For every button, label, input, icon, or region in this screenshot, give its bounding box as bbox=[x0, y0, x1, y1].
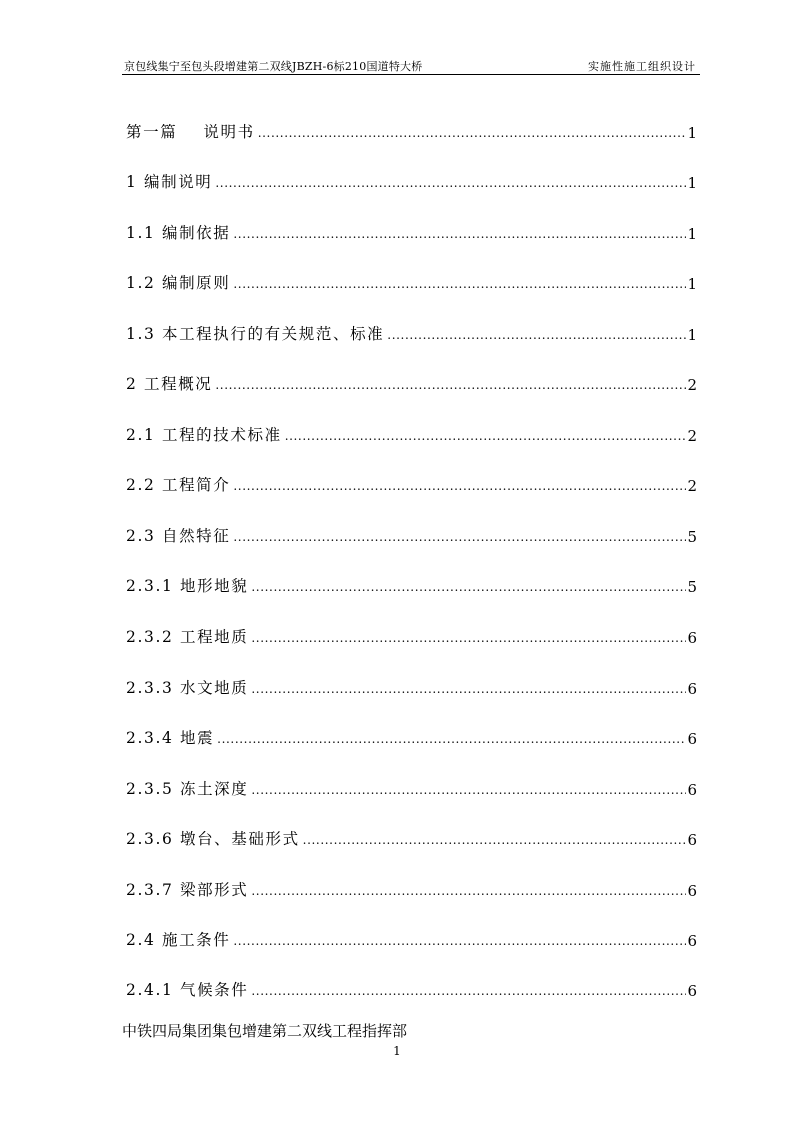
toc-leader-dots bbox=[303, 833, 687, 847]
toc-entry-page: 2 bbox=[687, 477, 697, 495]
toc-entry[interactable] bbox=[126, 320, 697, 344]
toc-entry-label: 2.3.4 地震 bbox=[126, 729, 215, 747]
toc-entry-page: 6 bbox=[687, 730, 697, 748]
toc-entry-label: 2.3.3 水文地质 bbox=[126, 679, 249, 697]
header-project-title: 京包线集宁至包头段增建第二双线JBZH-6标210国道特大桥 bbox=[124, 60, 423, 73]
toc-entry-label: 1.1 编制依据 bbox=[126, 224, 231, 242]
toc-entry[interactable] bbox=[126, 471, 697, 495]
toc-leader-dots bbox=[387, 328, 686, 342]
toc-entry-label: 1 编制说明 bbox=[126, 173, 213, 191]
toc-entry-label: 1.3 本工程执行的有关规范、标准 bbox=[126, 325, 385, 343]
toc-entry-label: 2.3.6 墩台、基础形式 bbox=[126, 830, 300, 848]
toc-entry-label: 2.3.5 冻土深度 bbox=[126, 780, 249, 798]
toc-entry-page: 6 bbox=[687, 982, 697, 1000]
toc-entry[interactable] bbox=[126, 775, 697, 799]
page-header bbox=[122, 56, 700, 75]
toc-entry-label: 2.2 工程简介 bbox=[126, 476, 231, 494]
toc-leader-dots bbox=[251, 682, 686, 696]
toc-leader-dots bbox=[233, 227, 686, 241]
toc-entry-label: 2.3 自然特征 bbox=[126, 527, 231, 545]
toc-entry[interactable] bbox=[126, 876, 697, 900]
toc-entry-page: 1 bbox=[687, 174, 697, 192]
toc-entry[interactable] bbox=[126, 976, 697, 1000]
toc-entry-page: 6 bbox=[687, 831, 697, 849]
toc-leader-dots bbox=[217, 732, 686, 746]
toc-entry-page: 6 bbox=[687, 629, 697, 647]
footer-page-number: 1 bbox=[393, 1044, 401, 1058]
header-document-title: 实施性施工组织设计 bbox=[588, 60, 696, 73]
footer-organization: 中铁四局集团集包增建第二双线工程指挥部 bbox=[122, 1022, 408, 1040]
toc-entry-page: 6 bbox=[687, 882, 697, 900]
toc-entry[interactable] bbox=[126, 926, 697, 950]
toc-leader-dots bbox=[233, 530, 686, 544]
toc-entry-label: 2.4 施工条件 bbox=[126, 931, 231, 949]
toc-entry-label: 第一篇 说明书 bbox=[126, 123, 255, 141]
toc-entry-page: 6 bbox=[687, 680, 697, 698]
toc-entry-page: 6 bbox=[687, 781, 697, 799]
toc-leader-dots bbox=[251, 984, 686, 998]
toc-leader-dots bbox=[251, 783, 686, 797]
toc-entry[interactable] bbox=[126, 623, 697, 647]
toc-leader-dots bbox=[215, 176, 686, 190]
toc-leader-dots bbox=[233, 277, 686, 291]
toc-entry-page: 6 bbox=[687, 932, 697, 950]
toc-leader-dots bbox=[258, 126, 687, 140]
toc-entry-page: 1 bbox=[687, 124, 697, 142]
toc-leader-dots bbox=[215, 378, 686, 392]
toc-entry[interactable] bbox=[126, 825, 697, 849]
toc-entry-page: 2 bbox=[687, 376, 697, 394]
toc-entry-label: 2.3.1 地形地貌 bbox=[126, 577, 249, 595]
toc-entry[interactable] bbox=[126, 421, 697, 445]
toc-entry-page: 1 bbox=[687, 326, 697, 344]
toc-entry-page: 1 bbox=[687, 225, 697, 243]
toc-entry[interactable] bbox=[126, 522, 697, 546]
toc-entry-page: 5 bbox=[687, 578, 697, 596]
toc-entry[interactable] bbox=[126, 572, 697, 596]
toc-entry-label: 2.3.2 工程地质 bbox=[126, 628, 249, 646]
toc-entry[interactable] bbox=[126, 118, 697, 142]
toc-entry-label: 2 工程概况 bbox=[126, 375, 213, 393]
toc-entry[interactable] bbox=[126, 269, 697, 293]
toc-entry-label: 2.1 工程的技术标准 bbox=[126, 426, 282, 444]
toc-entry-label: 2.3.7 梁部形式 bbox=[126, 881, 249, 899]
toc-leader-dots bbox=[285, 429, 687, 443]
toc-entry[interactable] bbox=[126, 370, 697, 394]
toc-entry-label: 1.2 编制原则 bbox=[126, 274, 231, 292]
toc-leader-dots bbox=[233, 934, 686, 948]
toc-leader-dots bbox=[251, 631, 686, 645]
toc-entry[interactable] bbox=[126, 168, 697, 192]
toc-leader-dots bbox=[233, 479, 686, 493]
toc-entry[interactable] bbox=[126, 219, 697, 243]
toc-entry-page: 1 bbox=[687, 275, 697, 293]
toc-entry-page: 2 bbox=[687, 427, 697, 445]
toc-entry-label: 2.4.1 气候条件 bbox=[126, 981, 249, 999]
toc-entry[interactable] bbox=[126, 674, 697, 698]
toc-entry-page: 5 bbox=[687, 528, 697, 546]
toc-leader-dots bbox=[251, 884, 686, 898]
toc-entry[interactable] bbox=[126, 724, 697, 748]
toc-leader-dots bbox=[251, 580, 686, 594]
